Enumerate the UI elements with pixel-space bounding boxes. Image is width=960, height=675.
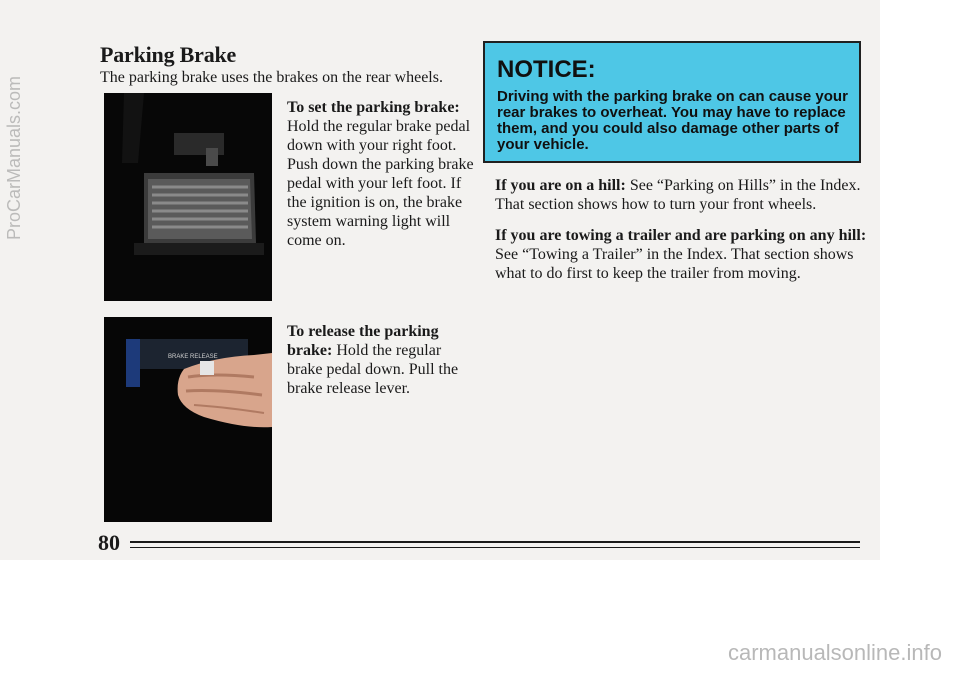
towing-body: See “Towing a Trailer” in the Index. That section shows what to do first to keep the trailer from moving. bbox=[495, 246, 854, 282]
set-brake-body: Hold the regular brake pedal down with your right foot. Push down the parking brake pedal with your left foot. If the ignition is on, the brake system warning light will come on. bbox=[287, 118, 474, 249]
release-brake-instructions bbox=[287, 322, 467, 398]
notice-body: Driving with the parking brake on can cause your rear brakes to overheat. You may have to replace them, and you could also damage other parts of your vehicle. bbox=[497, 88, 848, 153]
towing-heading: If you are towing a trailer and are parking on any hill: bbox=[495, 227, 867, 244]
hill-body: See “Parking on Hills” in the Index. That section shows how to turn your front wheels. bbox=[495, 177, 861, 213]
set-brake-heading: To set the parking brake: bbox=[287, 99, 460, 116]
parking-brake-pedal-photo bbox=[104, 93, 272, 301]
page-title: Parking Brake bbox=[100, 42, 237, 67]
brake-release-lever-photo bbox=[104, 317, 272, 522]
page-number: 80 bbox=[98, 530, 120, 555]
towing-parking-text bbox=[495, 226, 870, 283]
footer-rule-thin bbox=[130, 547, 860, 548]
notice-title: NOTICE: bbox=[497, 56, 596, 83]
brake-release-label: BRAKE RELEASE bbox=[168, 354, 218, 360]
notice-box bbox=[483, 41, 861, 163]
footer-watermark: carmanualsonline.info bbox=[727, 640, 942, 665]
intro-text: The parking brake uses the brakes on the rear wheels. bbox=[100, 69, 443, 86]
hill-parking-text bbox=[495, 176, 870, 214]
hill-heading: If you are on a hill: bbox=[495, 177, 626, 194]
side-watermark: ProCarManuals.com bbox=[4, 75, 24, 240]
set-brake-instructions bbox=[287, 98, 477, 250]
release-brake-heading: To release the parking brake: bbox=[287, 323, 439, 359]
release-brake-body: Hold the regular brake pedal down. Pull the brake release lever. bbox=[287, 342, 459, 397]
footer-rule bbox=[130, 541, 860, 543]
